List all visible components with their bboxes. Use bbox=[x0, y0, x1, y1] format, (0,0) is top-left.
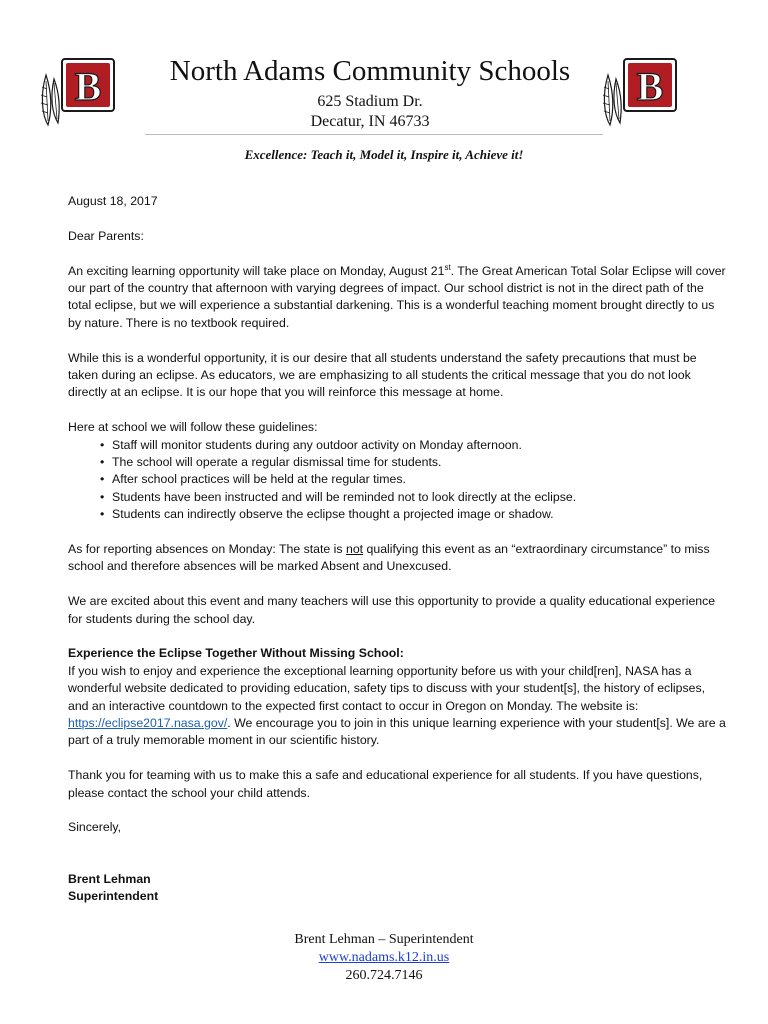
paragraph-nasa-text-cont: . We encourage you to join in this unique learning experience with your student[s]. We are a part of a truly memorable moment in our scientific history. bbox=[68, 716, 726, 748]
salutation: Dear Parents: bbox=[68, 228, 144, 243]
signer-name: Brent Lehman bbox=[68, 871, 151, 886]
school-logo-left bbox=[38, 45, 124, 131]
svg-text:B: B bbox=[636, 64, 664, 109]
footer-website-link[interactable]: www.nadams.k12.in.us bbox=[318, 950, 450, 965]
paragraph-excited: We are excited about this event and many teachers will use this opportunity to provide a quality educational experience for students during the school day. bbox=[68, 594, 716, 626]
footer bbox=[0, 931, 768, 985]
paragraph-intro bbox=[68, 263, 728, 333]
guideline-item: • After school practices will be held at the regular times. bbox=[112, 471, 728, 488]
paragraph-absences-text: As for reporting absences on Monday: The state is bbox=[68, 542, 346, 557]
letter-date: August 18, 2017 bbox=[68, 194, 158, 208]
nasa-website-link[interactable]: https://eclipse2017.nasa.gov/ bbox=[68, 716, 228, 731]
svg-text:B: B bbox=[74, 64, 102, 109]
paragraph-nasa-text: If you wish to enjoy and experience the exceptional learning opportunity before us with your child[ren], NASA has a wonderful website dedicated to providing education, safety tips to discuss with your student[s], the history of eclipses, and an interactive countdown to the expected first contact to occur in Oregon on Monday. The website is: bbox=[68, 663, 706, 713]
signature-space bbox=[68, 837, 728, 871]
guideline-item: • The school will operate a regular dismissal time for students. bbox=[112, 454, 728, 471]
header-divider bbox=[145, 134, 603, 135]
signer-title: Superintendent bbox=[68, 889, 159, 904]
guideline-item: • Students can indirectly observe the eclipse thought a projected image or shadow. bbox=[112, 506, 728, 523]
paragraph-safety: While this is a wonderful opportunity, it is our desire that all students understand the safety precautions that must be taken during an eclipse. As educators, we are emphasizing to all students the critical message that you do not look directly at an eclipse. It is our hope that you will reinforce this message at home. bbox=[68, 350, 697, 400]
paragraph-intro-text-cont: . The Great American Total Solar Eclipse will cover our part of the country that afternoon with varying degrees of impact. Our school district is not in the direct path of the total eclipse, but we will experience a substantial darkening. This is a wonderful teaching moment brought directly to us by nature. There is no textbook required. bbox=[68, 263, 726, 330]
guideline-item: • Staff will monitor students during any outdoor activity on Monday afternoon. bbox=[112, 437, 728, 454]
footer-name-title: Brent Lehman – Superintendent bbox=[294, 932, 474, 947]
school-logo-right bbox=[600, 45, 686, 131]
address-line-1: 625 Stadium Dr. bbox=[317, 93, 423, 110]
footer-phone: 260.724.7146 bbox=[345, 968, 423, 983]
letter-body bbox=[68, 193, 728, 906]
paragraph-absences-text-cont: qualifying this event as an “extraordinary circumstance” to miss school and therefore absences will be marked Absent and Unexcused. bbox=[68, 542, 710, 574]
closing: Sincerely, bbox=[68, 820, 122, 835]
school-motto: Excellence: Teach it, Model it, Inspire it, Achieve it! bbox=[244, 147, 524, 162]
paragraph-absences bbox=[68, 541, 728, 576]
guidelines-intro: Here at school we will follow these guidelines: bbox=[68, 420, 318, 435]
address-line-2: Decatur, IN 46733 bbox=[310, 113, 430, 130]
ordinal-suffix: st bbox=[444, 262, 451, 272]
paragraph-thanks: Thank you for teaming with us to make this a safe and educational experience for all students. If you have questions, please contact the school your child attends. bbox=[68, 768, 703, 800]
guideline-item: • Students have been instructed and will be reminded not to look directly at the eclipse. bbox=[112, 489, 728, 506]
guidelines-list bbox=[68, 437, 728, 524]
paragraph-nasa bbox=[68, 663, 728, 750]
paragraph-intro-text: An exciting learning opportunity will take place on Monday, August 21 bbox=[68, 263, 445, 278]
section-heading-eclipse: Experience the Eclipse Together Without Missing School: bbox=[68, 646, 404, 661]
emphasis-not: not bbox=[345, 542, 364, 557]
school-name: North Adams Community Schools bbox=[169, 55, 571, 87]
